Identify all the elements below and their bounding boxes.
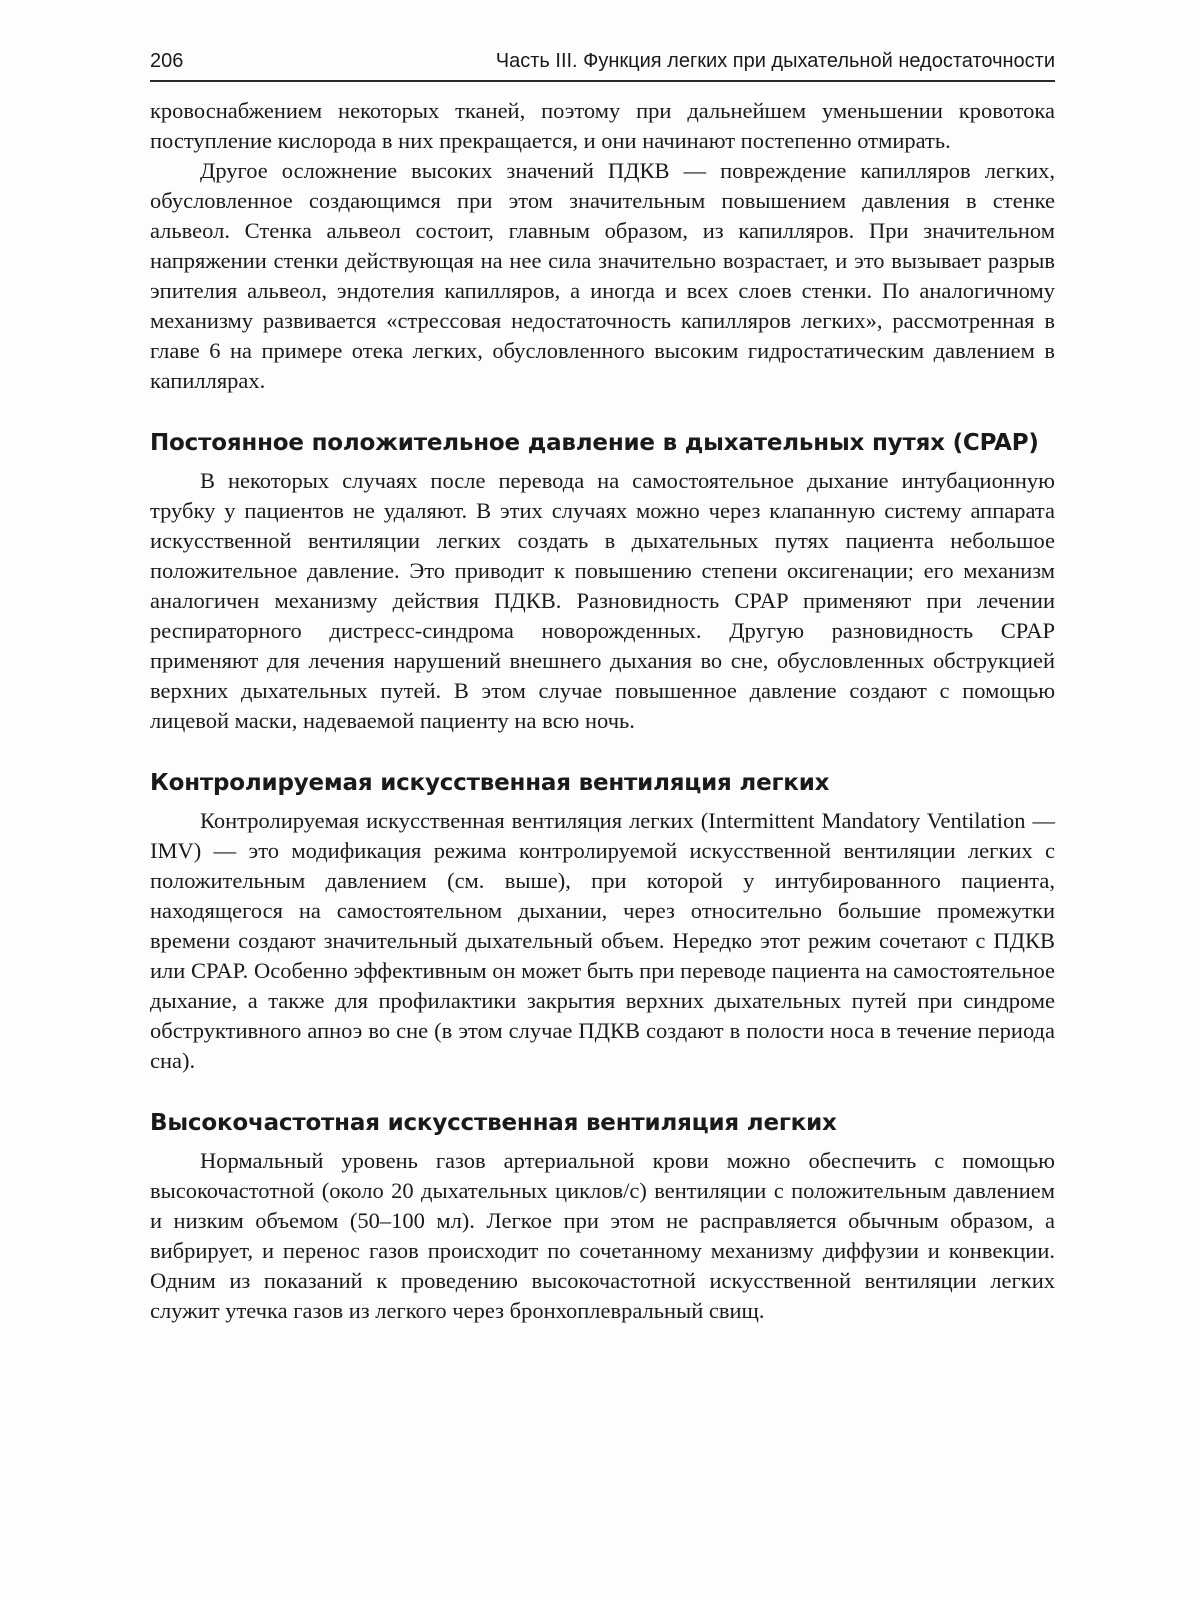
paragraph-peep-complication: Другое осложнение высоких значений ПДКВ — повреждение капилляров легких, обусловленное создающимся при этом значительным повышением давления в стенке альвеол. Стенка альвеол состоит, главным образом, из капилляров. При значительном напряжении стенки действующая на нее сила значительно возрастает, и это вызывает разрыв эпителия альвеол, эндотелия капилляров, а иногда и всех слоев стенки. По аналогичному механизму развивается «стрессовая недостаточность капилляров легких», рассмотренная в главе 6 на примере отека легких, обусловленного высоким гидростатическим давлением в капиллярах.	[150, 158, 1055, 393]
chapter-title: Часть III. Функция легких при дыхательной недостаточности	[495, 50, 1055, 72]
running-header	[150, 50, 1055, 82]
section-heading-imv: Контролируемая искусственная вентиляция легких	[150, 770, 830, 796]
page-number: 206	[150, 50, 184, 72]
section-heading-cpap: Постоянное положительное давление в дыхательных путях (CPAP)	[150, 430, 1039, 456]
paragraph-continued: кровоснабжением некоторых тканей, поэтому при дальнейшем уменьшении кровотока поступление кислорода в них прекращается, и они начинают постепенно отмирать.	[150, 98, 1055, 153]
paragraph-cpap: В некоторых случаях после перевода на самостоятельное дыхание интубационную трубку у пациентов не удаляют. В этих случаях можно через клапанную систему аппарата искусственной вентиляции легких создать в дыхательных путях пациента небольшое положительное давление. Это приводит к повышению степени оксигенации; его механизм аналогичен механизму действия ПДКВ. Разновидность CPAP применяют при лечении респираторного дистресс-синдрома новорожденных. Другую разновидность CPAP применяют для лечения нарушений внешнего дыхания во сне, обусловленных обструкцией верхних дыхательных путей. В этом случае повышенное давление создают с помощью лицевой маски, надеваемой пациенту на всю ночь.	[150, 468, 1055, 733]
paragraph-hfv: Нормальный уровень газов артериальной крови можно обеспечить с помощью высокочастотной (около 20 дыхательных циклов/с) вентиляции с положительным давлением и низким объемом (50–100 мл). Легкое при этом не расправляется обычным образом, а вибрирует, и перенос газов происходит по сочетанному механизму диффузии и конвекции. Одним из показаний к проведению высокочастотной искусственной вентиляции легких служит утечка газов из легкого через бронхоплевральный свищ.	[150, 1148, 1055, 1323]
section-heading-hfv: Высокочастотная искусственная вентиляция легких	[150, 1110, 837, 1136]
paragraph-imv: Контролируемая искусственная вентиляция легких (Intermittent Mandatory Ventilation — IMV) — это модификация режима контролируемой искусственной вентиляции легких с положительным давлением (см. выше), при которой у интубированного пациента, находящегося на самостоятельном дыхании, через относительно большие промежутки времени создают значительный дыхательный объем. Нередко этот режим сочетают с ПДКВ или CPAP. Особенно эффективным он может быть при переводе пациента на самостоятельное дыхание, а также для профилактики закрытия верхних дыхательных путей при синдроме обструктивного апноэ во сне (в этом случае ПДКВ создают в полости носа в течение периода сна).	[150, 808, 1055, 1073]
page-body	[150, 96, 1055, 1326]
